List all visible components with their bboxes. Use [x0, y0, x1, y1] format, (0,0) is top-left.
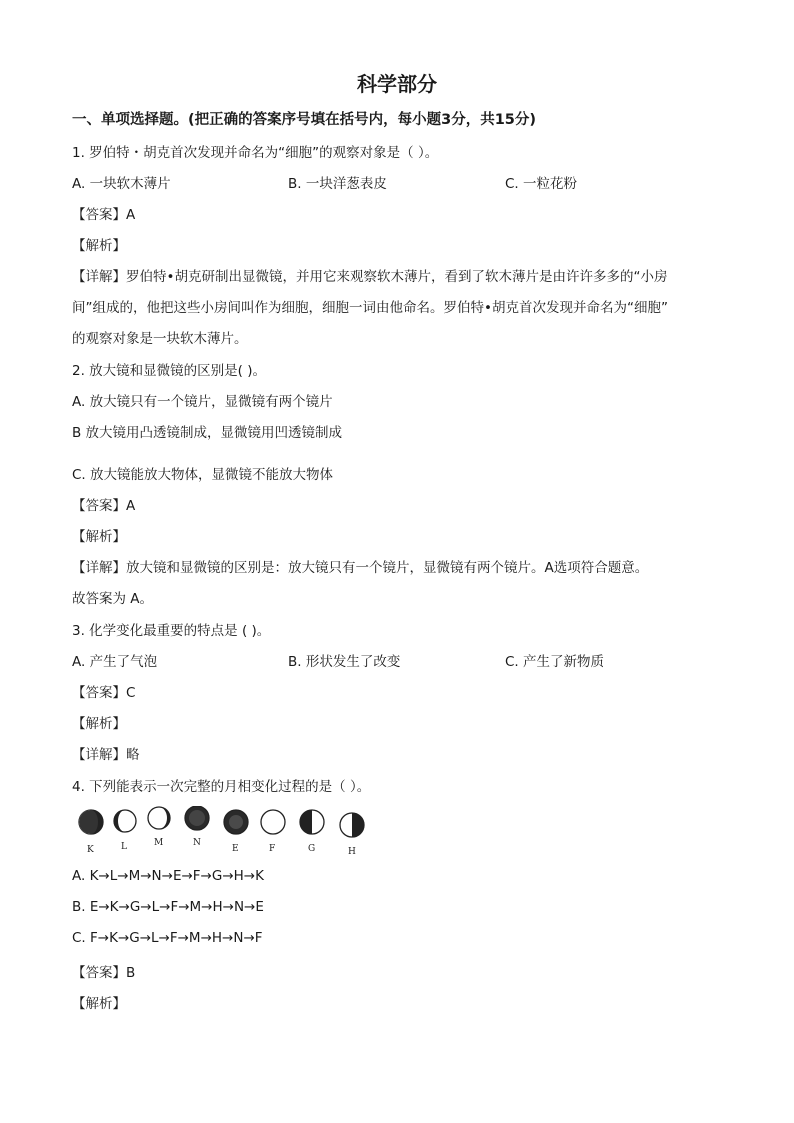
question-2-detail-line: 【详解】放大镜和显微镜的区别是：放大镜只有一个镜片，显微镜有两个镜片。A选项符合题意。 — [72, 560, 649, 576]
moon-label-l: L — [121, 842, 127, 852]
question-2-detail-line: 故答案为 A。 — [72, 591, 154, 607]
question-4-option-a: A. K→L→M→N→E→F→G→H→K — [72, 868, 264, 884]
question-3-analysis: 【解析】 — [72, 716, 126, 732]
question-3-option-a: A. 产生了气泡 — [72, 654, 158, 670]
moon-phase-g-icon — [300, 810, 324, 834]
question-1-stem: 1. 罗伯特・胡克首次发现并命名为“细胞”的观察对象是（ ）。 — [72, 145, 439, 161]
question-3-detail-line: 【详解】略 — [72, 747, 140, 763]
moon-phase-h-icon — [340, 813, 364, 837]
moon-phase-e-icon — [224, 810, 248, 834]
section-heading: 一、单项选择题。(把正确的答案序号填在括号内，每小题3分，共15分) — [72, 112, 537, 128]
question-4-option-b: B. E→K→G→L→F→M→H→N→E — [72, 899, 264, 915]
moon-phase-k-icon — [79, 810, 103, 834]
question-3-option-b: B. 形状发生了改变 — [288, 654, 401, 670]
moon-label-m: M — [154, 838, 164, 848]
question-1-option-c: C. 一粒花粉 — [505, 176, 578, 192]
moon-phase-l-icon — [114, 810, 136, 832]
moon-label-k: K — [87, 845, 94, 855]
moon-phase-m-icon — [148, 807, 170, 829]
question-1-detail-line: 【详解】罗伯特•胡克研制出显微镜，并用它来观察软木薄片，看到了软木薄片是由许许多多的“小房 — [72, 269, 668, 285]
moon-phase-f-icon — [261, 810, 285, 834]
question-2-option-a: A. 放大镜只有一个镜片，显微镜有两个镜片 — [72, 394, 333, 410]
question-4-option-c: C. F→K→G→L→F→M→H→N→F — [72, 930, 263, 946]
question-1-option-a: A. 一块软木薄片 — [72, 176, 171, 192]
question-2-option-c: C. 放大镜能放大物体，显微镜不能放大物体 — [72, 467, 334, 483]
question-1-analysis: 【解析】 — [72, 238, 126, 254]
moon-label-h: H — [348, 847, 356, 857]
moon-label-g: G — [308, 844, 316, 854]
question-3-stem: 3. 化学变化最重要的特点是 ( )。 — [72, 623, 271, 639]
question-2-stem: 2. 放大镜和显微镜的区别是( )。 — [72, 363, 266, 379]
question-4-stem: 4. 下列能表示一次完整的月相变化过程的是（ ）。 — [72, 779, 371, 795]
question-1-detail-line: 的观察对象是一块软木薄片。 — [72, 331, 248, 347]
question-1-option-b: B. 一块洋葱表皮 — [288, 176, 387, 192]
question-1-detail-line: 间”组成的，他把这些小房间叫作为细胞，细胞一词由他命名。罗伯特•胡克首次发现并命名为“细胞” — [72, 300, 668, 316]
moon-phases-figure — [76, 806, 376, 858]
moon-label-n: N — [193, 838, 201, 848]
question-3-answer: 【答案】C — [72, 685, 136, 701]
question-2-option-b: B 放大镜用凸透镜制成，显微镜用凹透镜制成 — [72, 425, 343, 441]
moon-label-f: F — [269, 844, 276, 854]
question-2-analysis: 【解析】 — [72, 529, 126, 545]
question-4-answer: 【答案】B — [72, 965, 136, 981]
question-2-answer: 【答案】A — [72, 498, 136, 514]
moon-phase-n-icon — [185, 806, 209, 830]
question-1-answer: 【答案】A — [72, 207, 136, 223]
page-title: 科学部分 — [357, 72, 437, 96]
moon-label-e: E — [232, 844, 239, 854]
question-3-option-c: C. 产生了新物质 — [505, 654, 605, 670]
question-4-analysis: 【解析】 — [72, 996, 126, 1012]
